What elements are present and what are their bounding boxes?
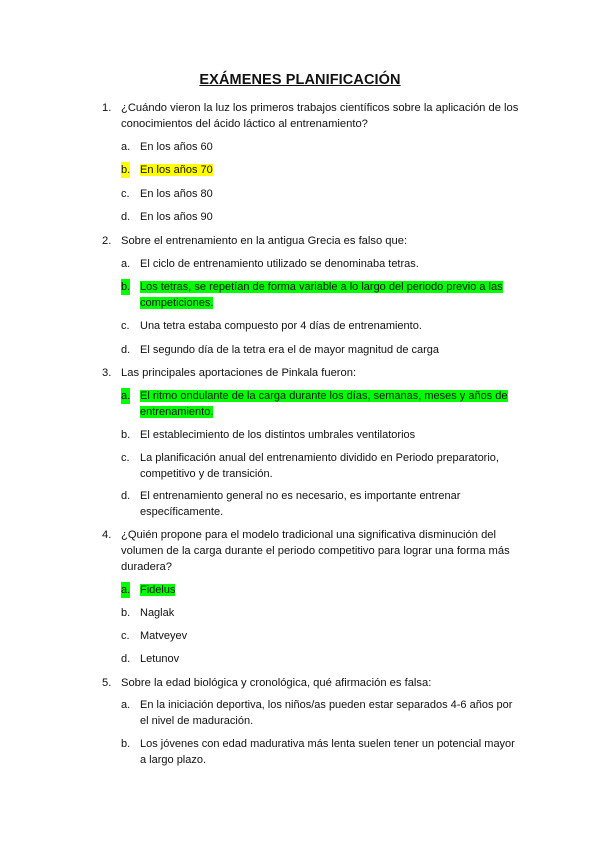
option-letter: a.: [121, 258, 131, 270]
question-4: [102, 527, 522, 575]
option-letter: c.: [121, 452, 130, 464]
q2-option-c: [121, 318, 521, 334]
question-number: 2.: [102, 235, 112, 247]
option-letter: b.: [121, 607, 131, 619]
option-letter: d.: [121, 490, 131, 502]
option-text: Naglak: [140, 607, 175, 619]
option-letter: a.: [121, 699, 131, 711]
option-text: En los años 60: [140, 141, 213, 153]
q2-option-b: [121, 279, 521, 311]
q1-option-d: [121, 209, 521, 225]
question-text: ¿Cuándo vieron la luz los primeros trabajos científicos sobre la aplicación de los conocimientos del ácido láctico al entrenamiento?: [121, 102, 519, 130]
option-letter: a.: [121, 390, 131, 402]
q1-option-c: [121, 186, 521, 202]
option-letter: c.: [121, 188, 130, 200]
option-text: En los años 90: [140, 211, 213, 223]
option-letter: b.: [121, 281, 131, 293]
option-text: La planificación anual del entrenamiento dividido en Periodo preparatorio, competitivo y de transición.: [140, 452, 499, 480]
q3-option-b: [121, 427, 521, 443]
q3-option-c: [121, 450, 521, 482]
option-text: Los jóvenes con edad madurativa más lenta suelen tener un potencial mayor a largo plazo.: [140, 738, 515, 766]
question-text: Sobre el entrenamiento en la antigua Grecia es falso que:: [121, 235, 408, 247]
q1-option-b: [121, 162, 521, 178]
question-5: [102, 675, 522, 691]
option-text-highlighted: Fidelus: [140, 584, 176, 596]
question-text: Sobre la edad biológica y cronológica, qué afirmación es falsa:: [121, 677, 432, 689]
question-number: 1.: [102, 102, 112, 114]
option-text: El ciclo de entrenamiento utilizado se denominaba tetras.: [140, 258, 419, 270]
option-letter: a.: [121, 584, 131, 596]
option-text: En los años 80: [140, 188, 213, 200]
q2-option-d: [121, 342, 521, 358]
q4-option-a: [121, 582, 521, 598]
q2-option-a: [121, 256, 521, 272]
option-letter: b.: [121, 738, 131, 750]
option-letter: d.: [121, 344, 131, 356]
q4-option-c: [121, 628, 521, 644]
option-text: Matveyev: [140, 630, 188, 642]
q1-option-a: [121, 139, 521, 155]
question-text: Las principales aportaciones de Pinkala fueron:: [121, 367, 357, 379]
question-number: 4.: [102, 529, 112, 541]
question-3: [102, 365, 522, 381]
option-text-highlighted: Los tetras, se repetían de forma variable a lo largo del periodo previo a las competiciones.: [140, 281, 503, 309]
option-text-highlighted: En los años 70: [140, 164, 213, 176]
question-text: ¿Quién propone para el modelo tradicional una significativa disminución del volumen de la carga durante el periodo competitivo para lograr una forma más duradera?: [121, 529, 510, 573]
option-letter: b.: [121, 164, 131, 176]
q5-option-a: [121, 697, 521, 729]
question-number: 5.: [102, 677, 112, 689]
option-text: Una tetra estaba compuesto por 4 días de entrenamiento.: [140, 320, 422, 332]
q4-option-d: [121, 651, 521, 667]
q3-option-a: [121, 388, 521, 420]
option-text: Letunov: [140, 653, 180, 665]
option-text: El establecimiento de los distintos umbrales ventilatorios: [140, 429, 416, 441]
page-title: EXÁMENES PLANIFICACIÓN: [199, 72, 401, 88]
q3-option-d: [121, 488, 521, 520]
option-letter: c.: [121, 320, 130, 332]
option-text: El entrenamiento general no es necesario, es importante entrenar específicamente.: [140, 490, 461, 518]
option-text: En la iniciación deportiva, los niños/as pueden estar separados 4-6 años por el nivel de maduración.: [140, 699, 513, 727]
option-letter: a.: [121, 141, 131, 153]
option-text-highlighted: El ritmo ondulante de la carga durante los días, semanas, meses y años de entrenamiento.: [140, 390, 508, 418]
option-letter: d.: [121, 211, 131, 223]
option-letter: d.: [121, 653, 131, 665]
q5-option-b: [121, 736, 521, 768]
q4-option-b: [121, 605, 521, 621]
question-1: [102, 100, 522, 132]
option-text: El segundo día de la tetra era el de mayor magnitud de carga: [140, 344, 440, 356]
question-2: [102, 233, 522, 249]
option-letter: b.: [121, 429, 131, 441]
question-number: 3.: [102, 367, 112, 379]
option-letter: c.: [121, 630, 130, 642]
